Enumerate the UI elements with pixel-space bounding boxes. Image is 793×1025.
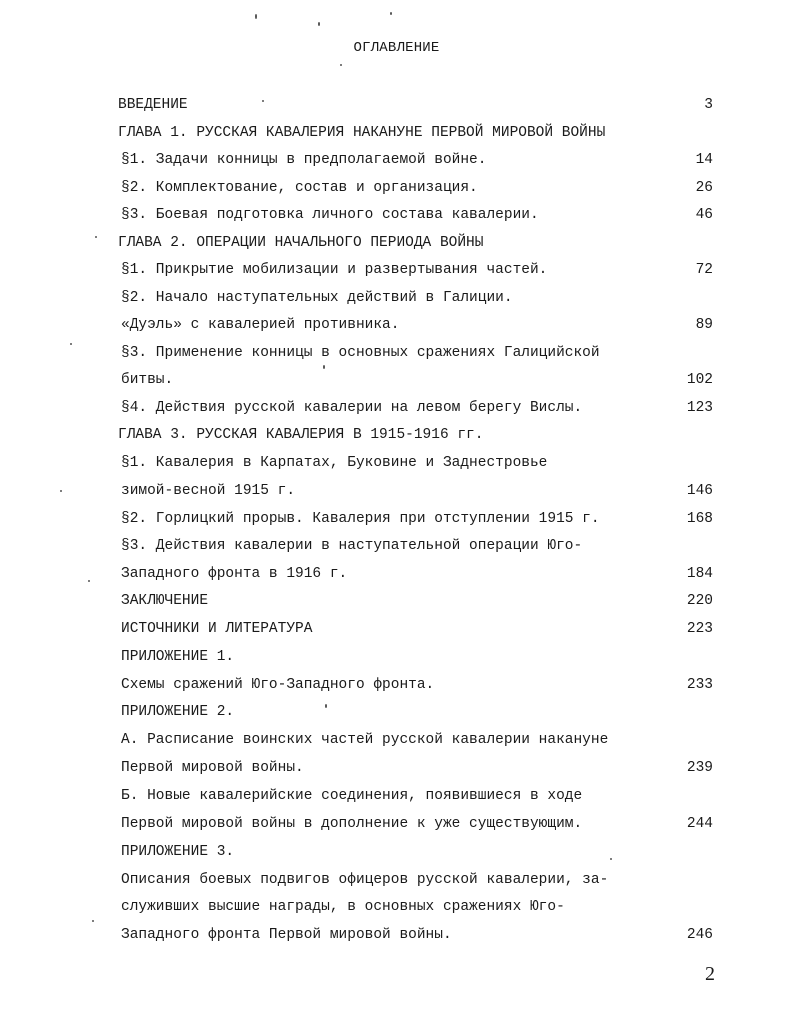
scan-speck: [255, 14, 257, 19]
scan-speck: [88, 580, 90, 582]
scan-speck: [340, 64, 342, 66]
toc-entry-page: 220: [686, 593, 713, 609]
scan-speck: [325, 704, 327, 708]
page-number: 2: [705, 963, 715, 985]
toc-entry-text: §1. Задачи конницы в предполагаемой войне.: [121, 152, 487, 168]
toc-entry-text: Западного фронта Первой мировой войны.: [121, 927, 452, 943]
toc-section-heading: ПРИЛОЖЕНИЕ 2.: [121, 704, 235, 720]
toc-entry-text: §2. Горлицкий прорыв. Кавалерия при отступлении 1915 г.: [121, 511, 600, 527]
toc-entry-text: ВВЕДЕНИЕ: [118, 97, 188, 113]
toc-entry-page: 26: [695, 180, 713, 196]
toc-entry-text: Схемы сражений Юго-Западного фронта.: [121, 677, 435, 693]
toc-title: ОГЛАВЛЕНИЕ: [353, 40, 440, 56]
toc-entry-text: служивших высшие награды, в основных сражениях Юго-: [121, 899, 565, 915]
toc-entry-text: Западного фронта в 1916 г.: [121, 566, 348, 582]
toc-entry-text: Первой мировой войны.: [121, 760, 304, 776]
scan-speck: [390, 12, 392, 15]
toc-entry-page: 3: [704, 97, 713, 113]
toc-section-heading: ПРИЛОЖЕНИЕ 1.: [121, 649, 235, 665]
toc-entry-page: 168: [686, 511, 713, 527]
toc-entry-page: 102: [686, 372, 713, 388]
toc-entry-page: 239: [686, 760, 713, 776]
toc-chapter-heading: ГЛАВА 1. РУССКАЯ КАВАЛЕРИЯ НАКАНУНЕ ПЕРВОЙ МИРОВОЙ ВОЙНЫ: [118, 125, 606, 141]
toc-entry-text: А. Расписание воинских частей русской кавалерии накануне: [121, 732, 609, 748]
toc-entry-page: 46: [695, 207, 713, 223]
toc-entry-page: 246: [686, 927, 713, 943]
toc-entry-page: 244: [686, 816, 713, 832]
scan-speck: [70, 343, 72, 345]
toc-entry-page: 14: [695, 152, 713, 168]
toc-entry-text: Первой мировой войны в дополнение к уже существующим.: [121, 816, 583, 832]
toc-section-heading: ПРИЛОЖЕНИЕ 3.: [121, 844, 235, 860]
toc-entry-text: §1. Прикрытие мобилизации и развертывания частей.: [121, 262, 548, 278]
toc-entry-text: Б. Новые кавалерийские соединения, появившиеся в ходе: [121, 788, 583, 804]
toc-entry-text: §3. Действия кавалерии в наступательной операции Юго-: [121, 538, 583, 554]
toc-entry-text: §1. Кавалерия в Карпатах, Буковине и Заднестровье: [121, 455, 548, 471]
toc-section-heading: ЗАКЛЮЧЕНИЕ: [121, 593, 209, 609]
toc-entry-page: 184: [686, 566, 713, 582]
toc-section-heading: ИСТОЧНИКИ И ЛИТЕРАТУРА: [121, 621, 313, 637]
toc-chapter-heading: ГЛАВА 3. РУССКАЯ КАВАЛЕРИЯ В 1915-1916 гг.: [118, 427, 484, 443]
toc-entry-page: 233: [686, 677, 713, 693]
toc-entry-page: 89: [695, 317, 713, 333]
scan-speck: [92, 920, 94, 922]
toc-entry-text: зимой-весной 1915 г.: [121, 483, 296, 499]
scan-speck: [95, 236, 97, 238]
scan-speck: [323, 365, 325, 369]
toc-entry-text: битвы.: [121, 372, 174, 388]
scan-speck: [60, 490, 62, 492]
scan-speck: [262, 100, 264, 102]
toc-entry-text: §3. Боевая подготовка личного состава кавалерии.: [121, 207, 539, 223]
toc-entry-text: Описания боевых подвигов офицеров русской кавалерии, за-: [121, 872, 609, 888]
toc-entry-page: 72: [695, 262, 713, 278]
toc-entry-page: 146: [686, 483, 713, 499]
toc-entry-text: §2. Комплектование, состав и организация.: [121, 180, 478, 196]
toc-entry-text: «Дуэль» с кавалерией противника.: [121, 317, 400, 333]
scan-speck: [318, 22, 320, 26]
toc-entry-text: §4. Действия русской кавалерии на левом берегу Вислы.: [121, 400, 583, 416]
toc-entry-page: 223: [686, 621, 713, 637]
toc-entry-text: §2. Начало наступательных действий в Галиции.: [121, 290, 513, 306]
toc-entry-page: 123: [686, 400, 713, 416]
toc-chapter-heading: ГЛАВА 2. ОПЕРАЦИИ НАЧАЛЬНОГО ПЕРИОДА ВОЙНЫ: [118, 235, 484, 251]
scan-speck: [610, 858, 612, 860]
toc-entry-text: §3. Применение конницы в основных сражениях Галицийской: [121, 345, 600, 361]
